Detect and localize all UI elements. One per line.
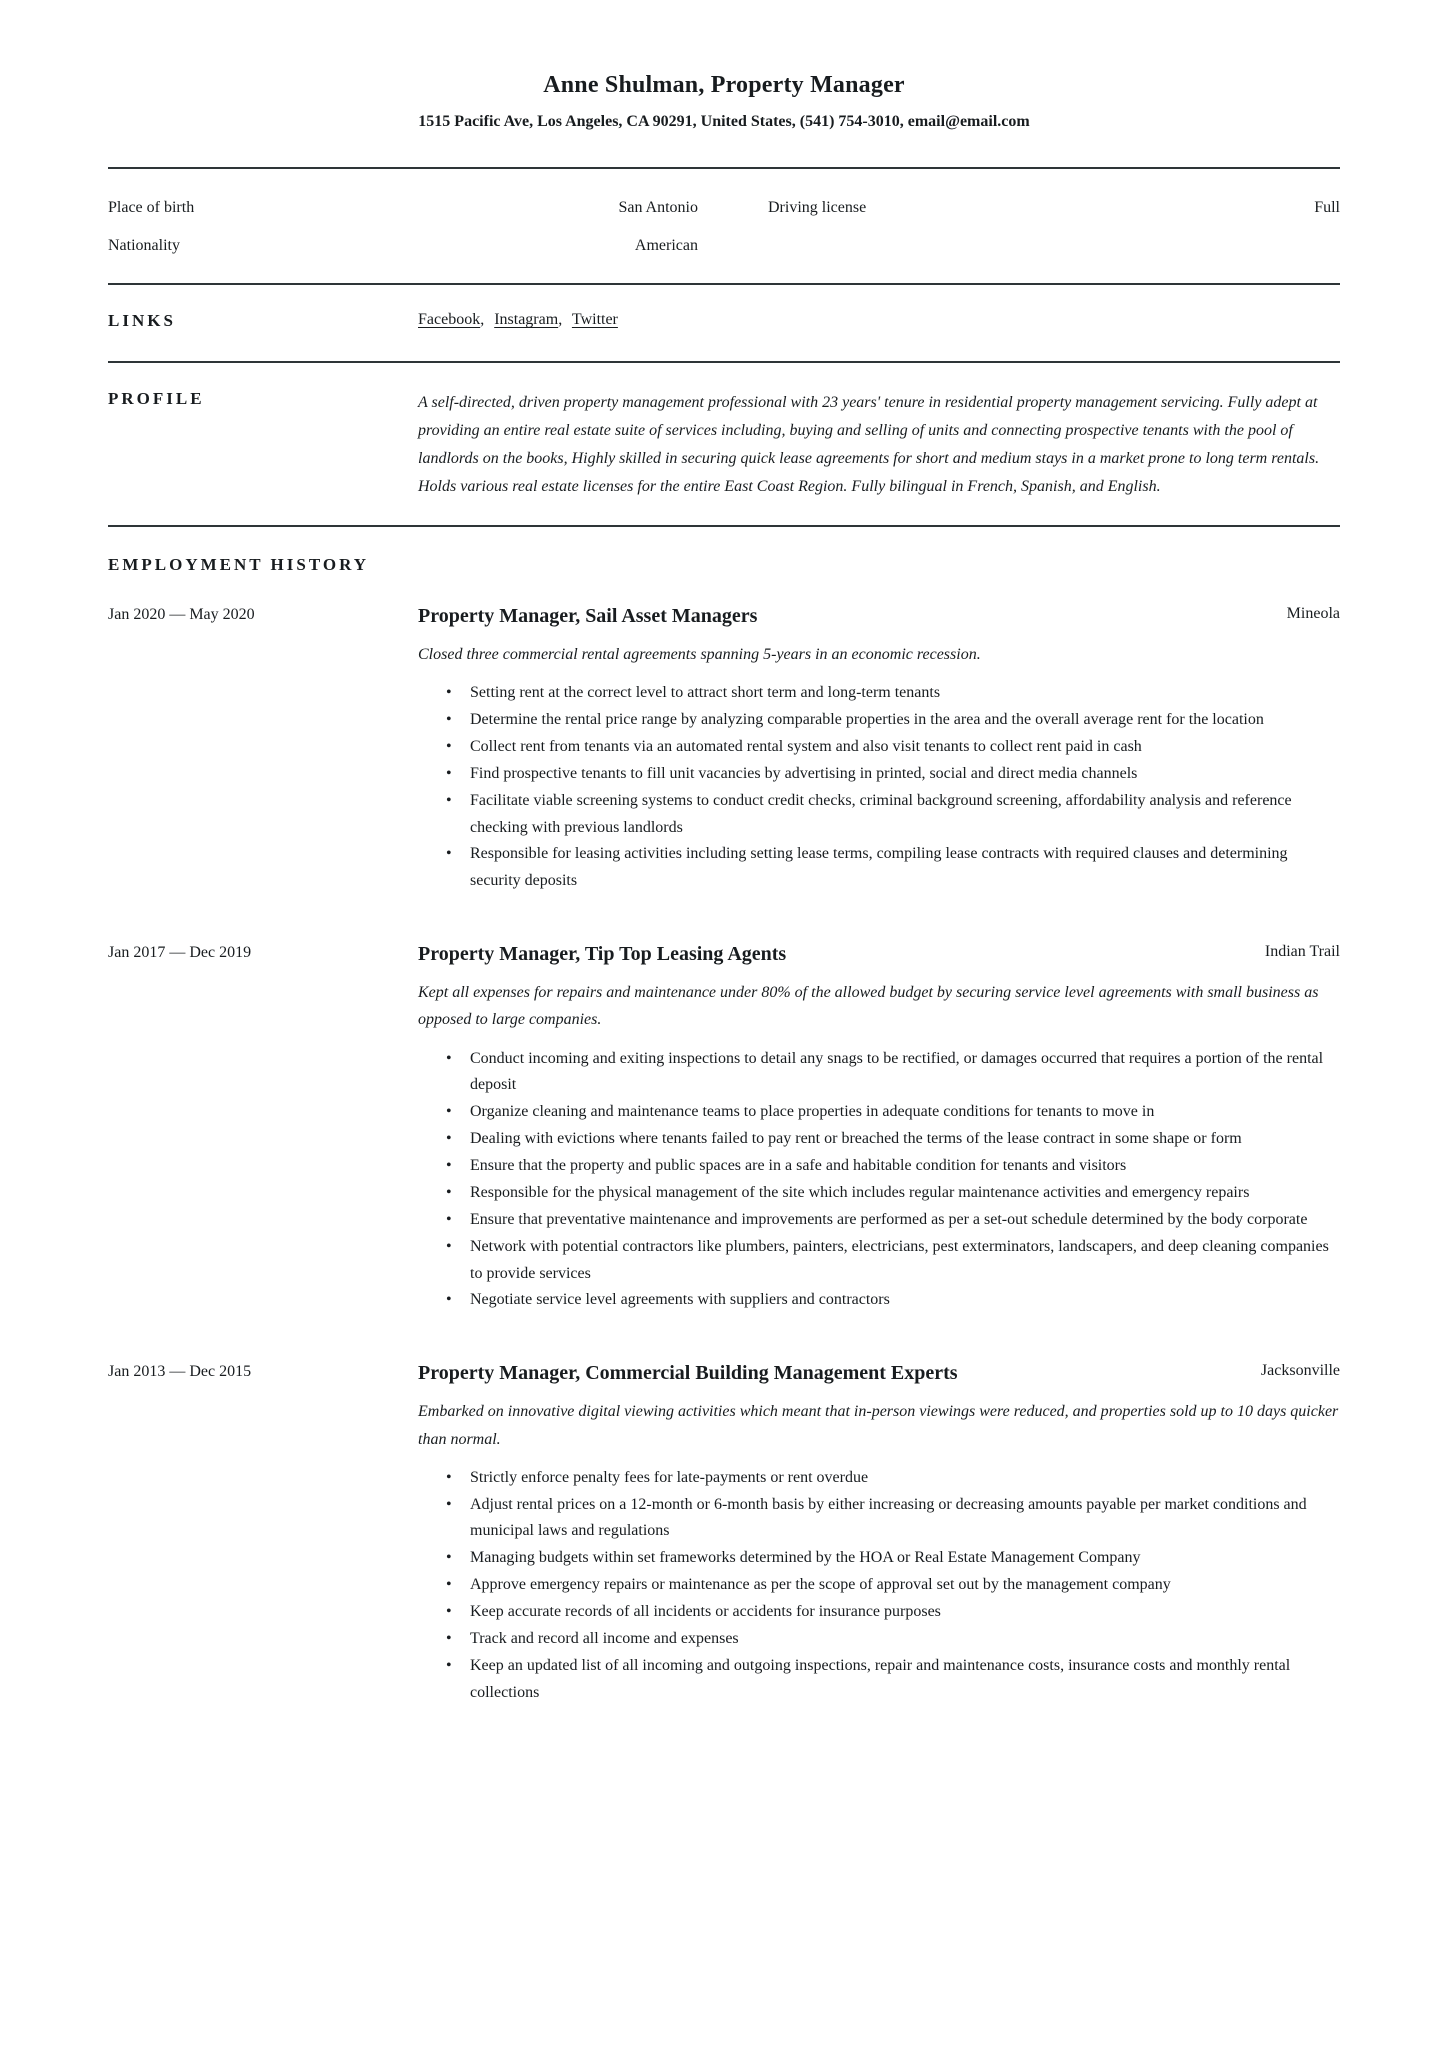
employment-section [108, 527, 1340, 1707]
job-summary: Closed three commercial rental agreements spanning 5-years in an economic recession. [418, 646, 981, 663]
link-separator: , [480, 311, 485, 328]
job-titleline [418, 603, 1340, 629]
resume-name: Anne Shulman, Property Manager [543, 72, 905, 98]
job-body [418, 603, 1340, 895]
job-bullet: • Strictly enforce penalty fees for late-payments or rent overdue [418, 1465, 1340, 1492]
links-section [108, 285, 1340, 361]
job-bullet: • Determine the rental price range by analyzing comparable properties in the area and the overall average rent for the location [418, 707, 1340, 734]
job-bullet: • Conduct incoming and exiting inspections to detail any snags to be rectified, or damages occurred that requires a portion of the rental deposit [418, 1046, 1340, 1100]
personal-details [108, 169, 1340, 283]
links-line [418, 311, 1340, 331]
job-bullet: • Organize cleaning and maintenance teams to place properties in adequate conditions for tenants to move in [418, 1099, 1340, 1126]
job-title: Property Manager, Commercial Building Management Experts [418, 1362, 958, 1385]
job-bullet: • Adjust rental prices on a 12-month or 6-month basis by either increasing or decreasing amounts payable per market conditions and municipal laws and regulations [418, 1492, 1340, 1546]
driving-license-label: Driving license [768, 199, 867, 216]
driving-license-value: Full [1314, 199, 1340, 216]
job-bullet: • Dealing with evictions where tenants failed to pay rent or breached the terms of the lease contract in some shape or form [418, 1126, 1340, 1153]
job-title: Property Manager, Tip Top Leasing Agents [418, 943, 787, 966]
job-entry [108, 941, 1340, 1314]
job-bullet: • Ensure that the property and public spaces are in a safe and habitable condition for tenants and visitors [418, 1153, 1340, 1180]
facebook-link[interactable]: Facebook [418, 311, 481, 328]
job-bullet: • Managing budgets within set frameworks determined by the HOA or Real Estate Management Company [418, 1545, 1340, 1572]
profile-text: A self-directed, driven property management professional with 23 years' tenure in residential property management servicing. Fully adept at providing an entire real estate suite of services including, buying and selling of units and connecting prospective tenants with the pool of landlords on the books, Highly skilled in securing quick lease agreements for short and medium stays in a market prone to long term rentals. Holds various real estate licenses for the entire East Coast Region. Fully bilingual in French, Spanish, and English. [418, 394, 1320, 495]
links-heading: LINKS [108, 311, 176, 330]
job-summary: Embarked on innovative digital viewing activities which meant that in-person viewings were reduced, and properties sold up to 10 days quicker than normal. [418, 1403, 1339, 1448]
job-bullet: • Approve emergency repairs or maintenance as per the scope of approval set out by the management company [418, 1572, 1340, 1599]
job-bullet: • Keep an updated list of all incoming and outgoing inspections, repair and maintenance costs, insurance costs and monthly rental collections [418, 1653, 1340, 1707]
job-dates: Jan 2013 — Dec 2015 [108, 1363, 252, 1381]
job-bullet: • Network with potential contractors like plumbers, painters, electricians, pest exterminators, landscapers, and deep cleaning companies to provide services [418, 1234, 1340, 1288]
job-bullet: • Ensure that preventative maintenance and improvements are performed as per a set-out schedule determined by the body corporate [418, 1207, 1340, 1234]
job-dates: Jan 2020 — May 2020 [108, 606, 255, 623]
job-bullet: • Negotiate service level agreements with suppliers and contractors [418, 1287, 1340, 1314]
employment-heading: EMPLOYMENT HISTORY [108, 555, 370, 574]
link-separator: , [558, 311, 563, 328]
job-bullet: • Find prospective tenants to fill unit vacancies by advertising in printed, social and direct media channels [418, 761, 1340, 788]
job-body [418, 1360, 1340, 1706]
job-entry [108, 603, 1340, 895]
job-bullet: • Facilitate viable screening systems to conduct credit checks, criminal background screening, affordability analysis and reference checking with previous landlords [418, 788, 1340, 842]
job-bullet: • Keep accurate records of all incidents or accidents for insurance purposes [418, 1599, 1340, 1626]
job-body [418, 941, 1340, 1314]
job-dates: Jan 2017 — Dec 2019 [108, 944, 252, 962]
job-bullets [418, 1465, 1340, 1707]
instagram-link[interactable]: Instagram [494, 311, 559, 328]
profile-section [108, 363, 1340, 525]
profile-heading: PROFILE [108, 389, 205, 408]
job-bullet: • Setting rent at the correct level to attract short term and long-term tenants [418, 680, 1340, 707]
job-location: Jacksonville [1260, 1362, 1340, 1380]
contact-line: 1515 Pacific Ave, Los Angeles, CA 90291, United States, (541) 754-3010, email@email.com [418, 113, 1030, 130]
job-bullet: • Track and record all income and expenses [418, 1626, 1340, 1653]
job-title: Property Manager, Sail Asset Managers [418, 605, 758, 627]
place-of-birth-label: Place of birth [108, 199, 195, 216]
nationality-label: Nationality [108, 237, 180, 254]
job-location: Indian Trail [1264, 943, 1340, 961]
job-titleline [418, 941, 1340, 967]
job-entry [108, 1360, 1340, 1706]
nationality-value: American [634, 237, 698, 254]
job-bullet: • Collect rent from tenants via an automated rental system and also visit tenants to collect rent paid in cash [418, 734, 1340, 761]
job-titleline [418, 1360, 1340, 1386]
place-of-birth-value: San Antonio [618, 199, 698, 216]
job-bullets [418, 680, 1340, 895]
job-summary: Kept all expenses for repairs and maintenance under 80% of the allowed budget by securing service level agreements with small business as opposed to large companies. [418, 984, 1319, 1029]
job-bullet: • Responsible for the physical management of the site which includes regular maintenance activities and emergency repairs [418, 1180, 1340, 1207]
job-bullet: • Responsible for leasing activities including setting lease terms, compiling lease contracts with required clauses and determining security deposits [418, 841, 1340, 895]
twitter-link[interactable]: Twitter [571, 311, 618, 328]
job-location: Mineola [1286, 605, 1340, 622]
job-bullets [418, 1046, 1340, 1315]
